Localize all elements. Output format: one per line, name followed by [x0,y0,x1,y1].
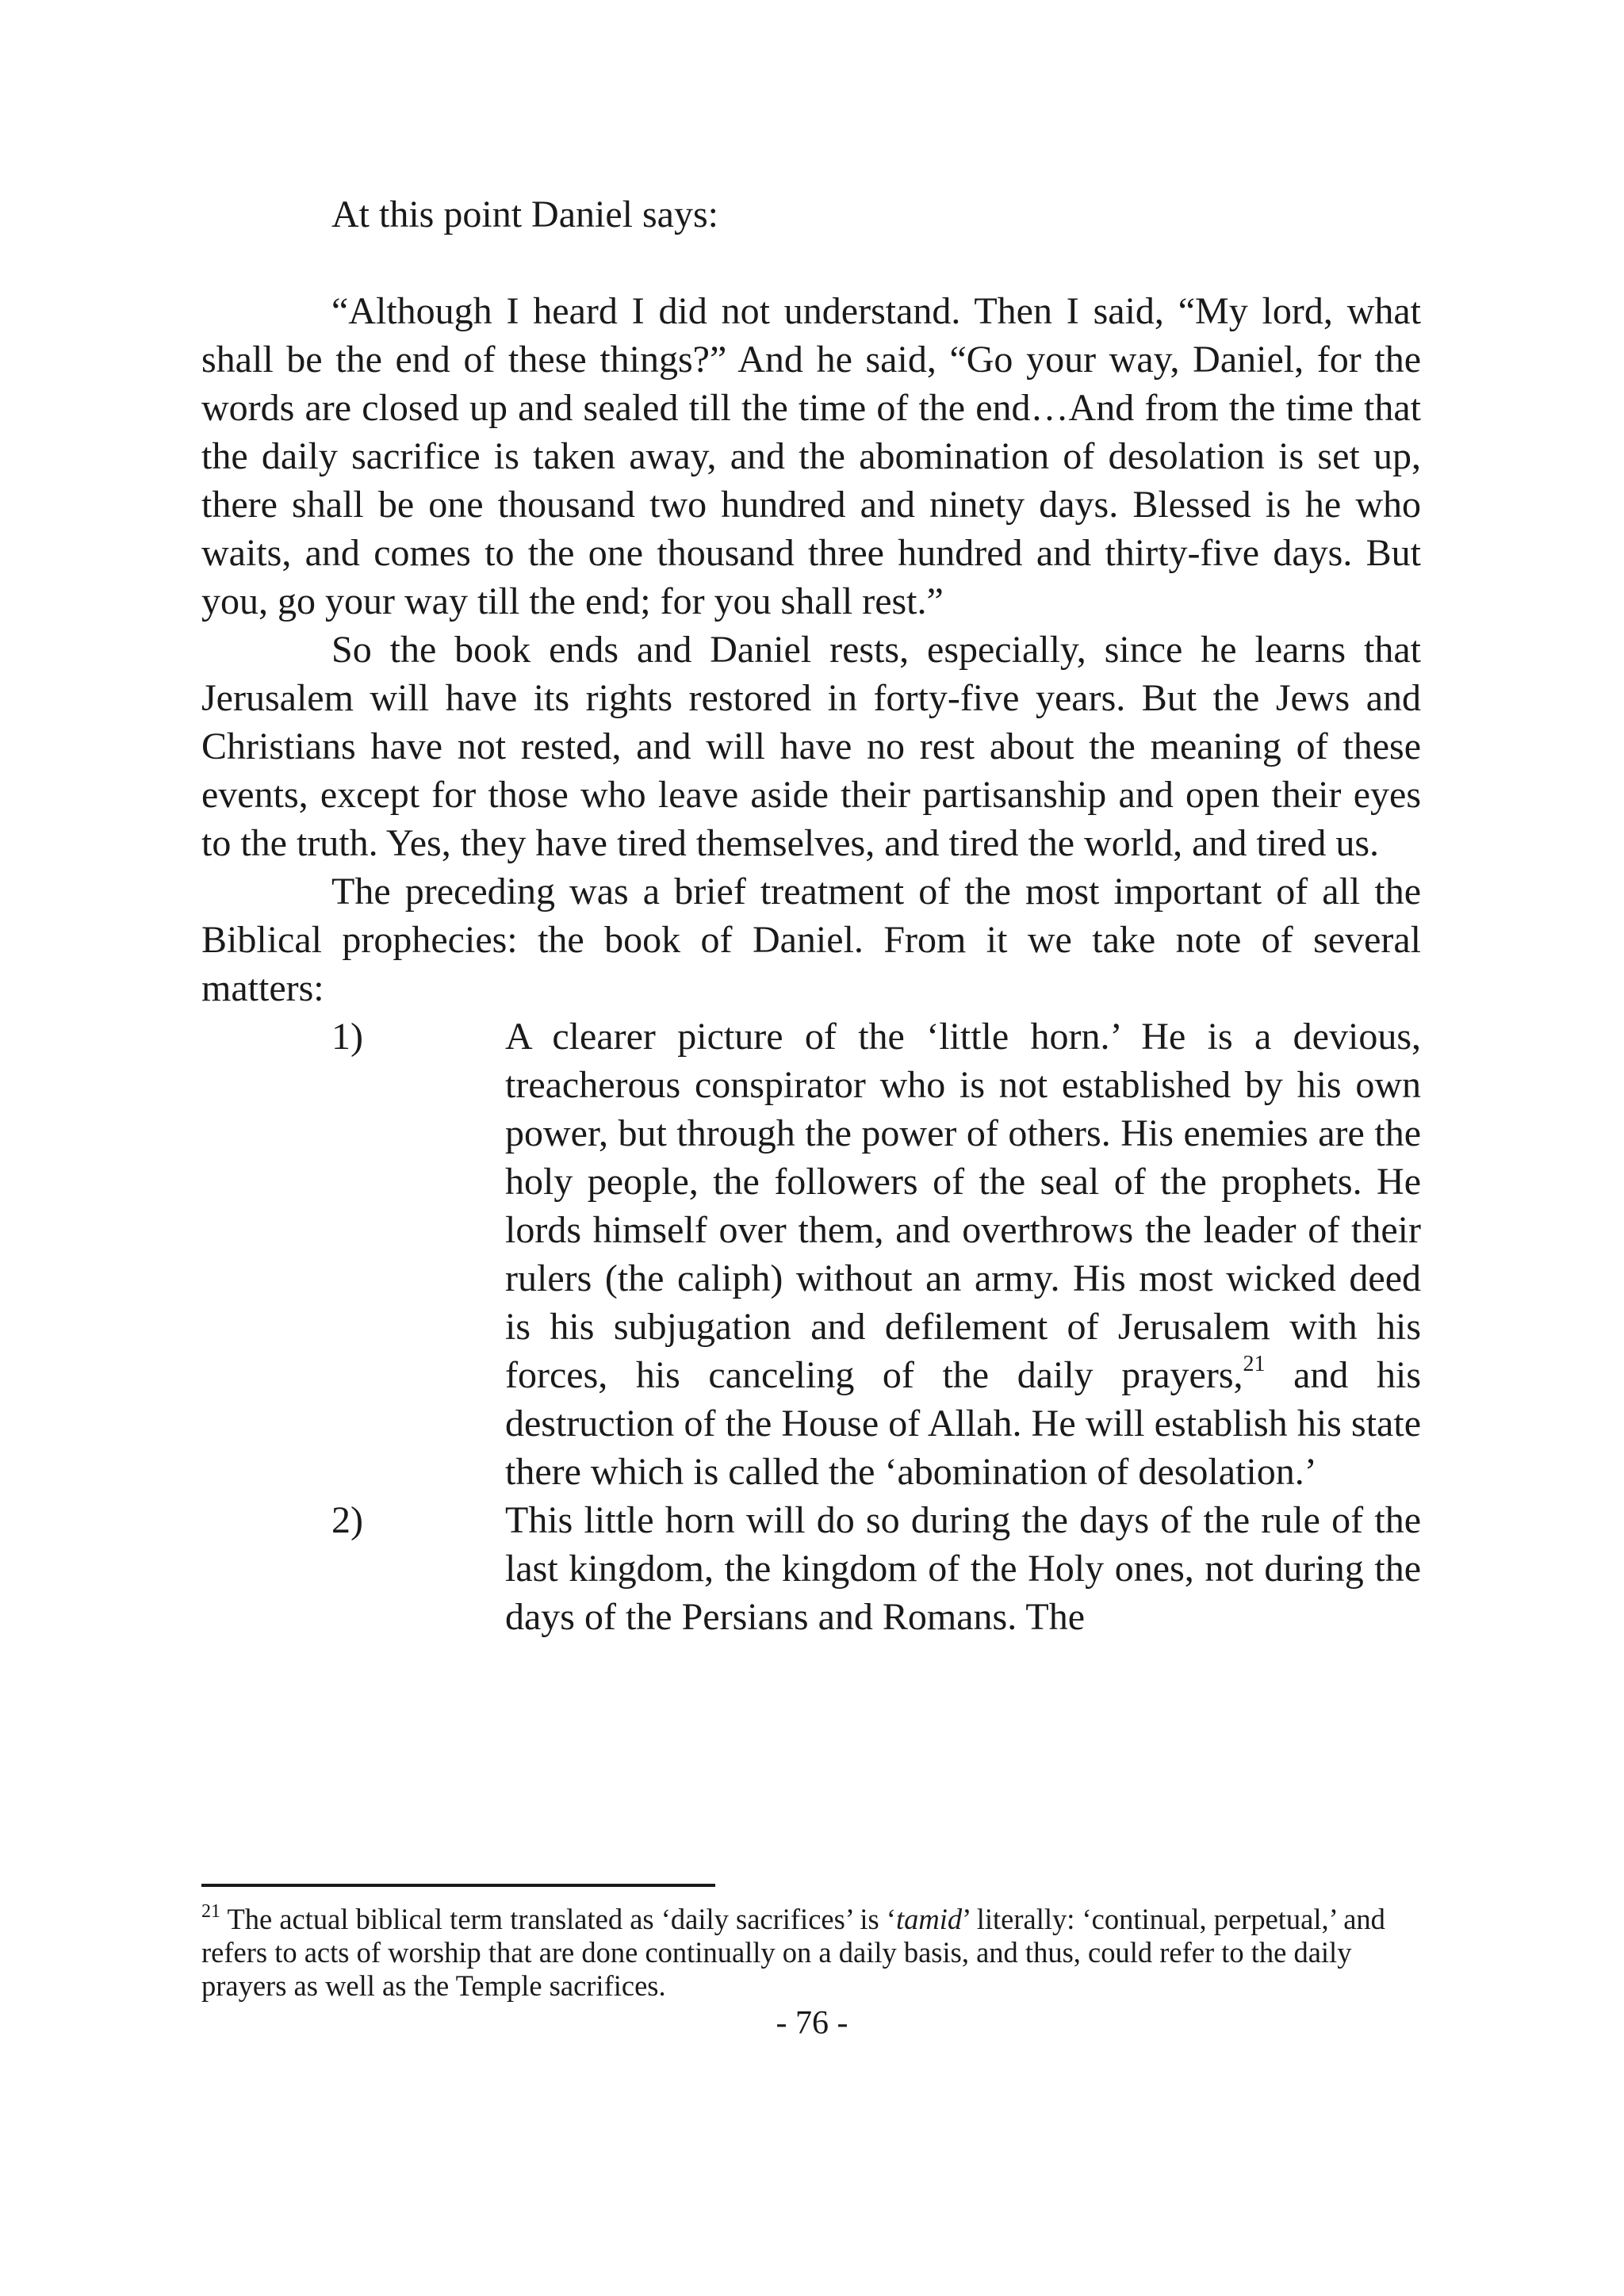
matters-list [201,1012,1421,1641]
page-number: - 76 - [776,2005,848,2042]
footnote-number: 21 [201,1900,220,1922]
footnote-reference[interactable]: 21 [1243,1352,1266,1376]
intro-paragraph: At this point Daniel says: [331,193,718,235]
list-item-number: 1) [331,1016,363,1058]
quote-paragraph: “Although I heard I did not understand. Then I said, “My lord, what shall be the end of these things?” And he said, “Go your way, Daniel, for the words are closed up and sealed till the time of the end…And from the time that the daily sacrifice is taken away, and the abomination of desolation is set up, there shall be one thousand two hundred and ninety days. Blessed is he who waits, and comes to the one thousand three hundred and thirty-five days. But you, go your way till the end; for you shall rest.” [201,290,1421,622]
list-item [201,1012,1421,1496]
list-item-number: 2) [331,1499,363,1541]
list-item [201,1496,1421,1641]
footnote-text: The actual biblical term translated as ‘daily sacrifices’ is ‘ [220,1903,896,1935]
footnote-divider [201,1884,715,1887]
footnote-term: tamid [896,1903,963,1935]
footnote [201,1900,1421,2003]
list-item-text: A clearer picture of the ‘little horn.’ He is a devious, treacherous conspirator who is not established by his own power, but through the power of others. His enemies are the holy people, the followers of the seal of the prophets. He lords himself over them, and overthrows the leader of their rulers (the caliph) without an army. His most wicked deed is his subjugation and defilement of Jerusalem with his forces, his canceling of the daily prayers, [505,1016,1421,1396]
preceding-paragraph: The preceding was a brief treatment of the most important of all the Biblical prophecies: the book of Daniel. From it we take note of several matters: [201,871,1421,1009]
list-item-text-continued: and his destruction of the House of Allah. He will establish his state there which is called the ‘abomination of desolation.’ [505,1354,1421,1493]
book-ends-paragraph: So the book ends and Daniel rests, especially, since he learns that Jerusalem will have its rights restored in forty-five years. But the Jews and Christians have not rested, and will have no rest about the meaning of these events, except for those who leave aside their partisanship and open their eyes to the truth. Yes, they have tired themselves, and tired the world, and tired us. [201,629,1421,864]
page-body [201,190,1421,1641]
footnote-text-continued: ’ literally: ‘continual, perpetual,’ and refers to acts of worship that are done continually on a daily basis, and thus, could refer to the daily prayers as well as the Temple sacrifices. [201,1903,1385,2002]
list-item-text: This little horn will do so during the days of the rule of the last kingdom, the kingdom of the Holy ones, not during the days of the Persians and Romans. The [505,1499,1421,1638]
